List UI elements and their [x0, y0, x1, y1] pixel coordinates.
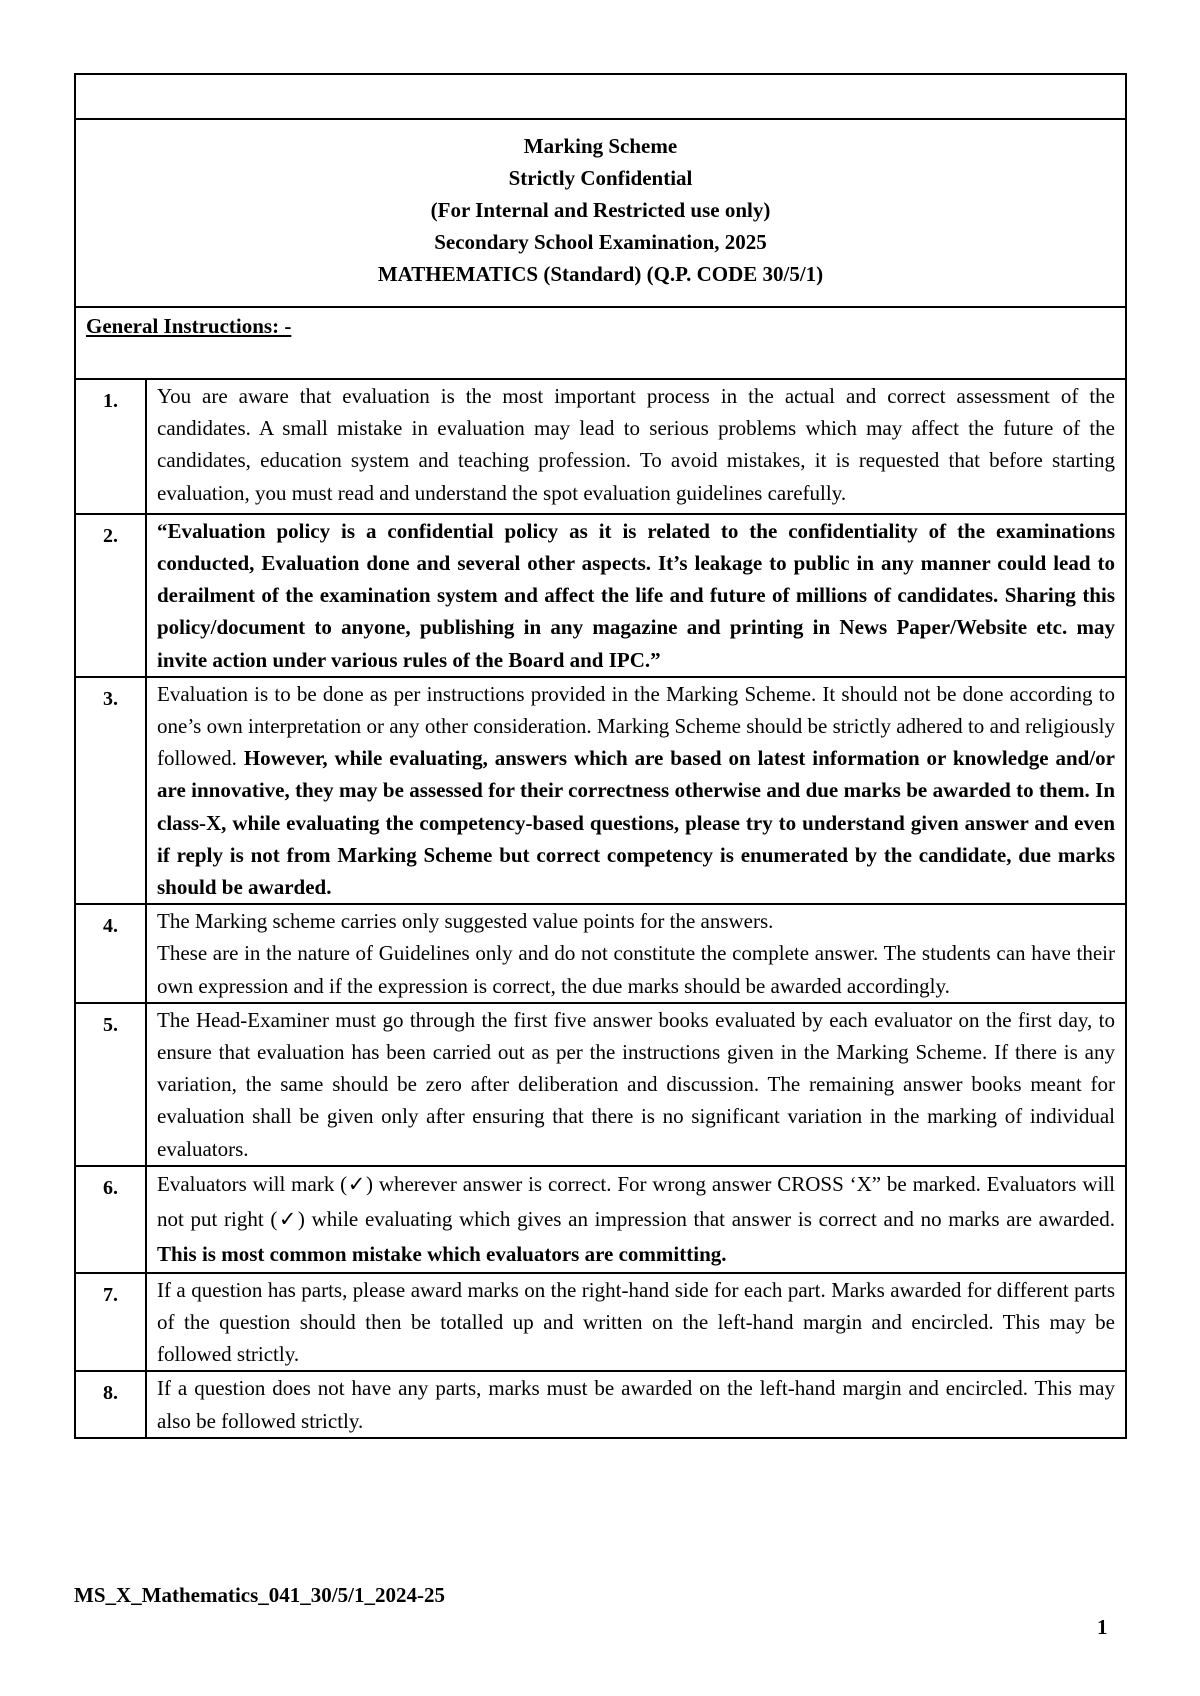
- instruction-row: [75, 904, 1126, 1003]
- instruction-text-segment: You are aware that evaluation is the most important process in the actual and correct assessment of the candidates. A small mistake in evaluation may lead to serious problems which may affect the future of the candidates, education system and teaching profession. To avoid mistakes, it is requested that before starting evaluation, you must read and understand the spot evaluation guidelines carefully.: [157, 384, 1115, 505]
- instruction-text-segment: If a question has parts, please award marks on the right-hand side for each part. Marks awarded for different parts of the question should then be totalled up and written on the left-hand margin and encircled. This may be followed strictly.: [157, 1277, 1115, 1367]
- title-marking-scheme: Marking Scheme: [523, 134, 678, 158]
- instruction-text: [146, 677, 1126, 904]
- document-code: MS_X_Mathematics_041_30/5/1_2024-25: [74, 1583, 445, 1607]
- title-strictly-confidential: Strictly Confidential: [508, 166, 693, 190]
- instruction-number: 3.: [75, 677, 146, 904]
- title-examination: Secondary School Examination, 2025: [434, 230, 767, 254]
- blank-top-cell: [75, 74, 1126, 119]
- instruction-text: [146, 904, 1126, 1003]
- instruction-number: 2.: [75, 514, 146, 677]
- instruction-text-segment: The Head-Examiner must go through the first five answer books evaluated by each evaluator on the first day, to ensure that evaluation has been carried out as per the instructions given in the Marking Scheme. If there is any variation, the same should be zero after deliberation and discussion. The remaining answer books meant for evaluation shall be given only after ensuring that there is no significant variation in the marking of individual evaluators.: [157, 1007, 1115, 1161]
- title-block: [75, 119, 1126, 307]
- instruction-text-line: These are in the nature of Guidelines only and do not constitute the complete answer. The students can have their own expression and if the expression is correct, the due marks should be awarded accordingly.: [157, 941, 1115, 998]
- page-number: 1: [1097, 1615, 1108, 1639]
- instruction-number: 8.: [75, 1371, 146, 1437]
- instruction-row: [75, 677, 1126, 904]
- general-instructions-row: [75, 307, 1126, 379]
- instruction-text-segment: If a question does not have any parts, marks must be awarded on the left-hand margin and encircled. This may also be followed strictly.: [157, 1376, 1115, 1433]
- instruction-text: [146, 1003, 1126, 1166]
- instruction-text: [146, 379, 1126, 514]
- instruction-row: [75, 1166, 1126, 1273]
- instruction-text-bold-segment: However, while evaluating, answers which are based on latest information or knowledge and/or are innovative, they may be assessed for their correctness otherwise and due marks be awarded to them. In class-X, while evaluating the competency-based questions, please try to understand given answer and even if reply is not from Marking Scheme but correct competency is enumerated by the candidate, due marks should be awarded.: [157, 746, 1115, 900]
- instruction-number: 5.: [75, 1003, 146, 1166]
- instruction-text: [146, 1273, 1126, 1372]
- instruction-text-line: The Marking scheme carries only suggested value points for the answers.: [157, 909, 774, 934]
- instruction-row: [75, 1003, 1126, 1166]
- title-subject-code: MATHEMATICS (Standard) (Q.P. CODE 30/5/1): [377, 262, 824, 286]
- marking-scheme-table: [74, 73, 1127, 1439]
- instruction-number: 4.: [75, 904, 146, 1003]
- instruction-row: [75, 1371, 1126, 1437]
- instruction-text: [146, 1166, 1126, 1273]
- instruction-number: 1.: [75, 379, 146, 514]
- instruction-text-bold-segment: This is most common mistake which evaluators are committing.: [157, 1241, 727, 1266]
- instruction-row: [75, 514, 1126, 677]
- instruction-text-segment: “Evaluation policy is a confidential policy as it is related to the confidentiality of the examinations conducted, Evaluation done and several other aspects. It’s leakage to public in any manner could lead to derailment of the examination system and affect the life and future of millions of candidates. Sharing this policy/document to anyone, publishing in any magazine and printing in News Paper/Website etc. may invite action under various rules of the Board and IPC.”: [157, 518, 1115, 672]
- general-instructions-cell: [75, 307, 1126, 379]
- title-internal-use: (For Internal and Restricted use only): [430, 198, 771, 222]
- instruction-row: [75, 1273, 1126, 1372]
- instruction-number: 6.: [75, 1166, 146, 1273]
- instruction-text-segment: Evaluators will mark (✓) wherever answer is correct. For wrong answer CROSS ‘X” be marked. Evaluators will not put right (✓) while evaluating which gives an impression that answer is correct and no marks are awarded.: [157, 1171, 1115, 1231]
- instruction-text-segment: Evaluation is to be done as per instructions provided in the Marking Scheme. It should not be done according to one’s own interpretation or any other consideration. Marking Scheme should be strictly adhered to and religiously followed.: [157, 681, 1115, 771]
- instruction-text: [146, 1371, 1126, 1437]
- instruction-text: [146, 514, 1126, 677]
- general-instructions-heading: General Instructions: -: [86, 314, 292, 338]
- instruction-number: 7.: [75, 1273, 146, 1372]
- title-row: [75, 119, 1126, 307]
- blank-top-row: [75, 74, 1126, 119]
- instruction-row: [75, 379, 1126, 514]
